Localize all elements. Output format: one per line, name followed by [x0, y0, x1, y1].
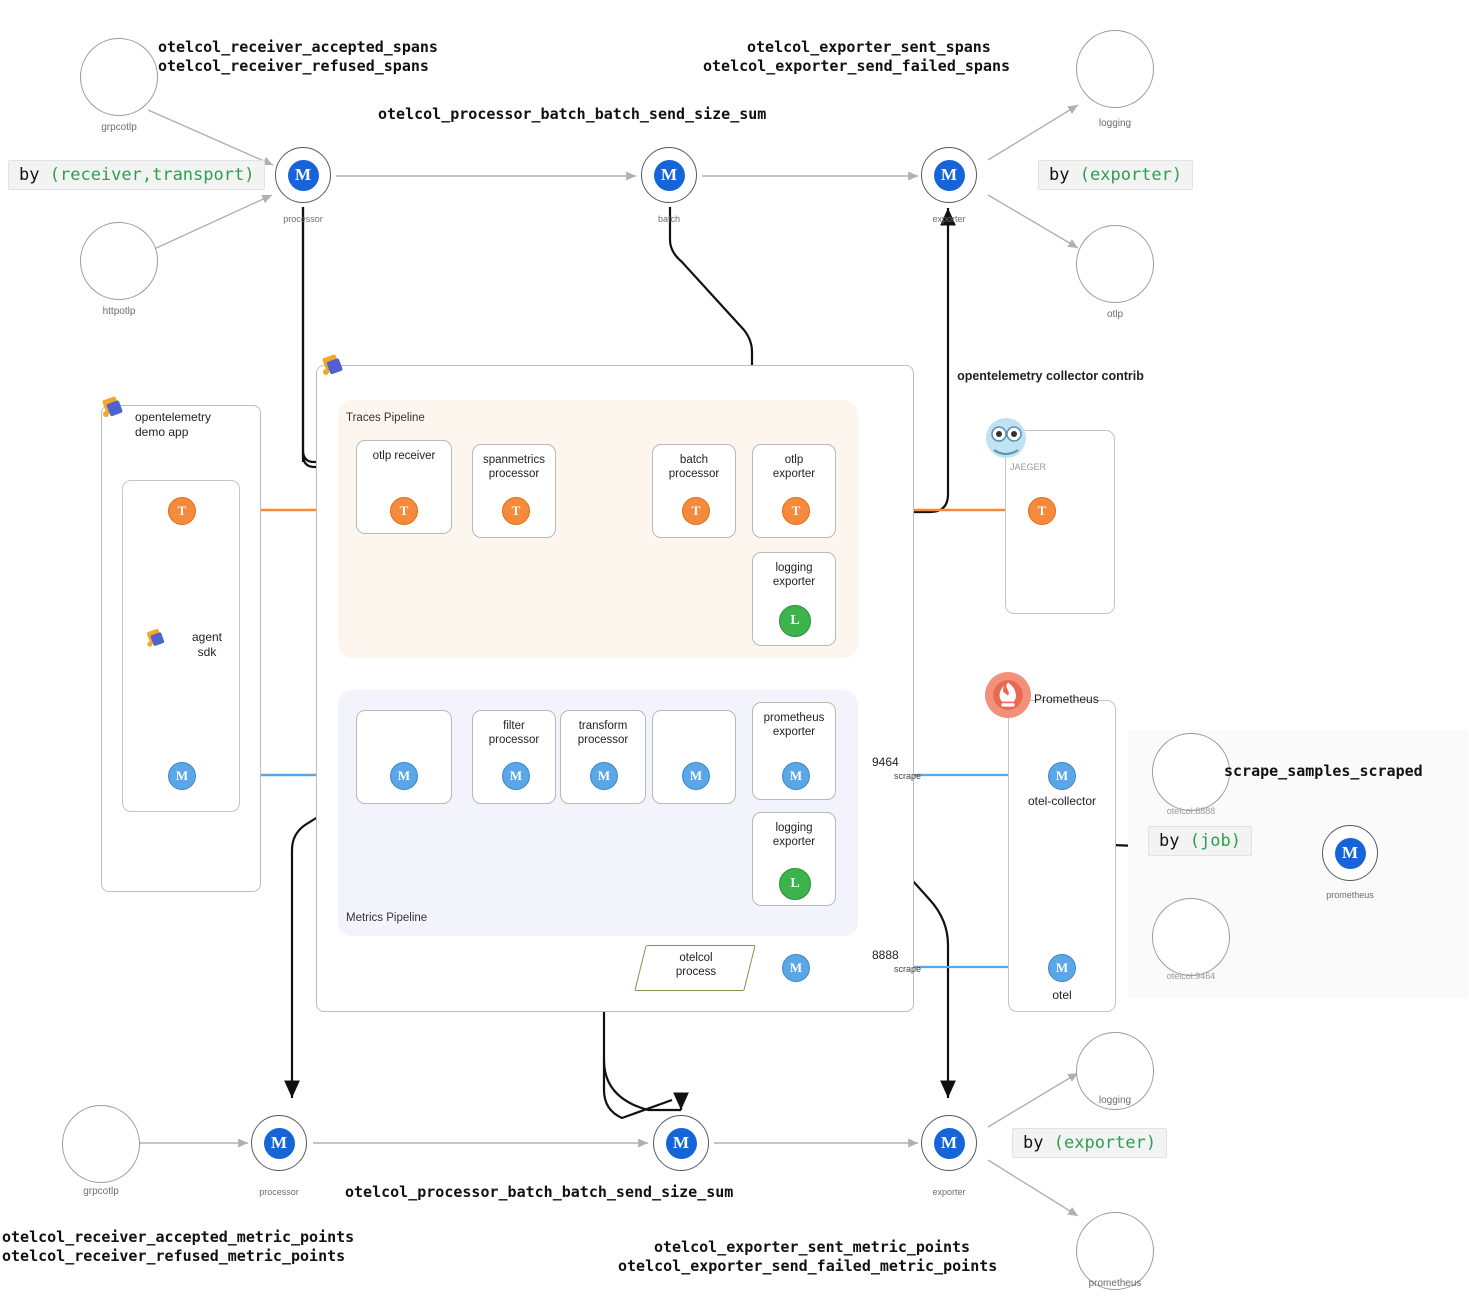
jaeger-label: JAEGER — [1009, 462, 1046, 472]
label-exporter-sent-spans: otelcol_exporter_sent_spans — [747, 38, 991, 56]
by-exporter-bottom: by (exporter) — [1012, 1128, 1167, 1158]
prometheus-logo-icon — [985, 672, 1031, 718]
spanmetrics-trace-dot: T — [502, 497, 530, 525]
logging-exporter-metrics-log-dot: L — [779, 868, 811, 900]
scrape-action-8888: scrape — [894, 964, 922, 974]
node-prometheus-metric[interactable] — [1322, 825, 1378, 881]
label-exporter-send-failed-metric-points: otelcol_exporter_send_failed_metric_points — [618, 1257, 998, 1275]
node-otlp-top[interactable] — [1076, 225, 1154, 303]
scrape-job-otel-collector-label: otel-collector — [1027, 794, 1097, 808]
node-httpotlp-top-label: httpotlp — [102, 306, 136, 317]
node-httpotlp-top[interactable] — [80, 222, 158, 300]
filter-processor-dot: M — [502, 762, 530, 790]
jaeger-logo-icon — [980, 412, 1032, 464]
scrape-job-otel-label: otel — [1052, 988, 1072, 1002]
metric-glyph: M — [654, 160, 685, 191]
scrape-port-9464: 9464 — [872, 755, 899, 769]
label-receiver-metric-points — [2, 1228, 354, 1266]
otelcol-process-label: otelcol process — [675, 952, 717, 978]
label-receiver-refused-spans: otelcol_receiver_refused_spans — [158, 57, 429, 75]
scrape-port-8888: 8888 — [872, 948, 899, 962]
traces-pipeline-label: Traces Pipeline — [346, 412, 425, 424]
label-receiver-refused-metric-points: otelcol_receiver_refused_metric_points — [2, 1247, 346, 1265]
component-otlp-exporter[interactable]: otlp exporter — [752, 444, 836, 538]
metric-glyph: M — [288, 160, 319, 191]
metrics-pipeline-label: Metrics Pipeline — [346, 912, 428, 924]
otelcol-process-metric-dot: M — [782, 954, 810, 982]
otlp-exporter-trace-dot: T — [782, 497, 810, 525]
metric-glyph: M — [934, 160, 965, 191]
label-exporter-sent-metric-points: otelcol_exporter_sent_metric_points — [654, 1238, 971, 1256]
opentelemetry-logo-icon — [98, 392, 128, 422]
node-grpcotlp-top[interactable] — [80, 38, 158, 116]
component-batch-processor[interactable]: batch processor — [652, 444, 736, 538]
label-batch-send-size-top: otelcol_processor_batch_batch_send_size_sum — [378, 105, 767, 123]
scrape-action-9464: scrape — [894, 771, 922, 781]
node-batch-top-label: batch — [657, 214, 681, 224]
node-batch-bottom[interactable] — [653, 1115, 709, 1171]
prometheus-label: Prometheus — [1034, 692, 1099, 706]
node-processor-bottom[interactable] — [251, 1115, 307, 1171]
label-receiver-accepted-metric-points: otelcol_receiver_accepted_metric_points — [2, 1228, 355, 1246]
component-logging-exporter-traces[interactable]: logging exporter — [752, 552, 836, 646]
node-target-8888[interactable] — [1152, 733, 1230, 811]
demo-app-title: opentelemetry demo app — [135, 410, 212, 439]
node-otlp-top-label: otlp — [1106, 309, 1124, 320]
node-exporter-top[interactable] — [921, 147, 977, 203]
label-exporter-send-failed-spans: otelcol_exporter_send_failed_spans — [703, 57, 1011, 75]
metrics-receiver-dot: M — [390, 762, 418, 790]
by-job: by (job) — [1148, 826, 1252, 856]
component-transform-processor[interactable]: transform processor — [560, 710, 646, 804]
node-exporter-bottom[interactable] — [921, 1115, 977, 1171]
node-grpcotlp-top-label: grpcotlp — [101, 122, 137, 133]
node-processor-top[interactable] — [275, 147, 331, 203]
metric-glyph: M — [264, 1128, 295, 1159]
component-otlp-receiver[interactable]: otlp receiver — [356, 440, 452, 534]
metric-glyph: M — [934, 1128, 965, 1159]
prometheus-exporter-dot: M — [782, 762, 810, 790]
node-logging-bottom-label: logging — [1098, 1095, 1132, 1106]
component-filter-processor[interactable]: filter processor — [472, 710, 556, 804]
label-receiver-accepted-spans: otelcol_receiver_accepted_spans — [158, 38, 438, 56]
by-receiver-transport: by (receiver,transport) — [8, 160, 265, 190]
demo-app-metric-dot: M — [168, 762, 196, 790]
node-processor-top-label: processor — [283, 214, 323, 224]
node-target-8888-label: otelcol:8888 — [1166, 806, 1216, 816]
node-prometheus-metric-label: prometheus — [1326, 890, 1374, 900]
transform-processor-dot: M — [590, 762, 618, 790]
node-logging-top-label: logging — [1098, 118, 1132, 129]
scrape-job-otel-collector-dot: M — [1048, 762, 1076, 790]
metric-glyph: M — [666, 1128, 697, 1159]
node-target-9464[interactable] — [1152, 898, 1230, 976]
by-exporter-top: by (exporter) — [1038, 160, 1193, 190]
label-receiver-spans — [158, 38, 438, 76]
agent-sdk-icon — [143, 625, 169, 651]
logging-exporter-traces-log-dot: L — [779, 605, 811, 637]
component-logging-exporter-metrics[interactable]: logging exporter — [752, 812, 836, 906]
label-exporter-metric-points — [618, 1238, 997, 1276]
demo-app-trace-dot: T — [168, 497, 196, 525]
component-spanmetrics-processor[interactable]: spanmetrics processor — [472, 444, 556, 538]
otlp-receiver-trace-dot: T — [390, 497, 418, 525]
node-grpcotlp-bottom-label: grpcotlp — [83, 1186, 119, 1197]
node-batch-top[interactable] — [641, 147, 697, 203]
node-prometheus-bottom-label: prometheus — [1088, 1278, 1142, 1289]
node-target-9464-label: otelcol:9464 — [1166, 971, 1216, 981]
collector-title: opentelemetry collector contrib — [957, 369, 1144, 383]
metrics-batch-dot: M — [682, 762, 710, 790]
metric-glyph: M — [1335, 838, 1366, 869]
node-processor-bottom-label: processor — [259, 1187, 299, 1197]
batch-processor-trace-dot: T — [682, 497, 710, 525]
node-logging-top[interactable] — [1076, 30, 1154, 108]
jaeger-trace-dot: T — [1028, 497, 1056, 525]
label-scrape-samples-scraped: scrape_samples_scraped — [1224, 762, 1423, 780]
label-exporter-spans — [703, 38, 1010, 76]
scrape-job-otel-dot: M — [1048, 954, 1076, 982]
agent-sdk-label: agent sdk — [191, 630, 223, 659]
label-batch-send-size-bottom: otelcol_processor_batch_batch_send_size_sum — [345, 1183, 734, 1201]
node-exporter-top-label: exporter — [932, 214, 966, 224]
node-exporter-bottom-label: exporter — [932, 1187, 966, 1197]
node-grpcotlp-bottom[interactable] — [62, 1105, 140, 1183]
component-prometheus-exporter[interactable]: prometheus exporter — [752, 702, 836, 800]
